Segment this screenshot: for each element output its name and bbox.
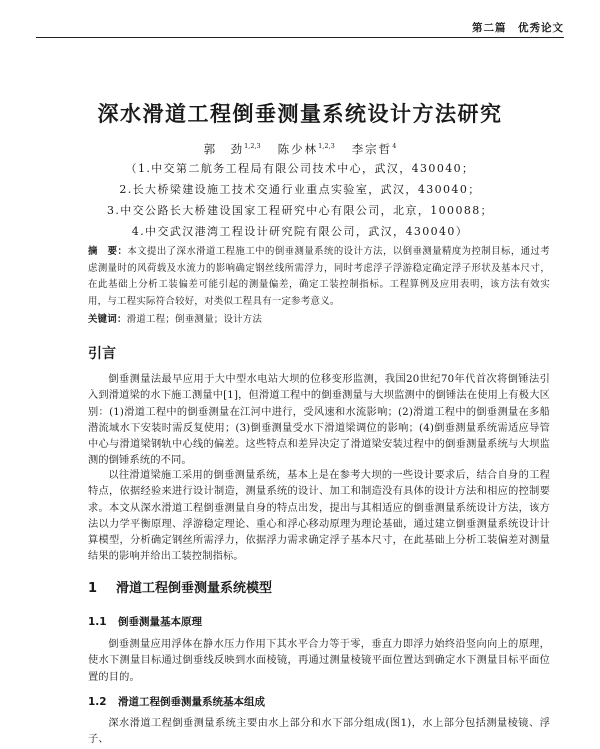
abstract-text: 本文提出了深水滑道工程施工中的倒垂测量系统的设计方法，以倒垂测量精度为控制目标，通过考虑测量时的风荷载及水流力的影响确定钢丝线所需浮力，同时考虑浮子浮游稳定确定浮子形状及基本尺寸，在此基础上分析工装偏差可能引起的测量偏差，确定工装控制指标。工程算例及应用表明，该方法有效实用，与工程实际符合较好，对类似工程具有一定参考意义。 [88,246,551,307]
section-number: 1 [88,581,98,596]
affiliation: 2.长大桥梁建设施工技术交通行业重点实验室，武汉，430040； [119,183,481,196]
subsection-1-1-text: 倒垂测量应用浮体在静水压力作用下其水平合力等于零，垂直力即浮力始终沿竖向向上的原理，使水下测量目标通过倒垂线反映到水面棱镜，再通过测量棱镜平面位置达到确定水下测量目标平面位置的目的。 [88,639,550,683]
subsection-number: 1.2 [88,696,107,708]
author-affil-mark: 1,2,3 [318,142,335,151]
abstract [88,244,550,310]
author-name: 陈少林 [277,142,319,156]
intro-heading: 引言 [88,346,116,362]
abstract-label: 摘 要： [88,246,128,257]
keywords [88,311,262,325]
subsection-1-1-heading [88,614,202,629]
subsection-number: 1.1 [88,616,107,628]
affiliation: 4.中交武汉港湾工程设计研究院有限公司，武汉，430040） [131,225,469,238]
subsection-title: 倒垂测量基本原理 [118,616,202,628]
paper-title: 深水滑道工程倒垂测量系统设计方法研究 [97,101,503,126]
running-head: 第二篇 优秀论文 [472,22,564,34]
author-affil-mark: 4 [392,142,397,151]
affiliation: 3.中交公路长大桥建设国家工程研究中心有限公司，北京，100088； [106,204,494,217]
affiliation: （1.中交第二航务工程局有限公司技术中心，武汉，430040； [125,162,475,175]
author-affil-mark: 1,2,3 [244,142,261,151]
subsection-1-2-heading [88,694,265,709]
intro-paragraph-1: 倒垂测量法最早应用于大中型水电站大坝的位移变形监测，我国20世纪70年代首次将倒锤法引入到滑道梁的水下施工测量中[1]，但滑道工程中的倒垂测量与大坝监测中的倒锤法在使用上有极大区别：(1)滑道工程中的倒垂测量在江河中进行，受风速和水流影响；(2)滑道工程中的倒垂测量在多船潜流域水下安装时需反复使用；(3)倒垂测量受水下滑道梁调位的影响；(4)倒垂测量系统需适应导管中心与滑道梁钢轨中心线的偏差。这些特点和差异决定了滑道梁安装过程中的倒垂测量系统与大坝监测的倒锤系统的不同。 [88,374,550,467]
subsection-title: 滑道工程倒垂测量系统基本组成 [118,696,265,708]
author-name: 郭 劲 [203,142,245,156]
section-title: 滑道工程倒垂测量系统模型 [116,581,273,596]
keywords-label: 关键词： [88,314,127,325]
affiliation-list [0,158,600,242]
keywords-text: 滑道工程；倒垂测量；设计方法 [126,314,263,325]
section-1-heading [88,577,272,596]
author-name: 李宗哲 [351,142,393,156]
subsection-1-2-text: 深水滑道工程倒垂测量系统主要由水上部分和水下部分组成(图1)，水上部分包括测量棱镜、浮子、 [88,718,550,746]
intro-paragraph-2: 以往滑道梁施工采用的倒垂测量系统，基本上是在参考大坝的一些设计要求后，结合自身的工程特点，依据经验来进行设计制造，测量系统的设计、加工和制造没有具体的设计方法和相应的控制要求。本文从深水滑道工程倒垂测量自身的特点出发，提出与其相适应的倒垂测量系统设计方法，该方法以力学平衡原理、浮游稳定理论、重心和浮心移动原理为理论基础，通过建立倒垂测量系统设计计算模型，分析确定钢丝所需浮力，依据浮力需求确定浮子基本尺寸，在此基础上分析工装偏差对测量结果的影响并给出工装控制指标。 [88,470,550,563]
header-rule [36,37,564,38]
author-line [0,141,600,157]
